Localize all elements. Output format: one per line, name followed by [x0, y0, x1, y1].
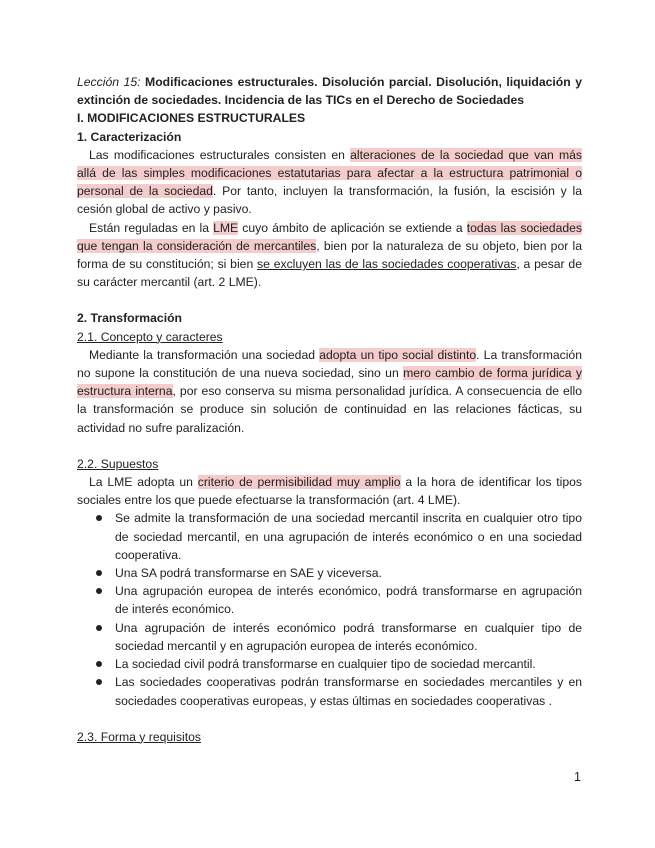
list-item: [77, 509, 582, 564]
lesson-title-text: Modificaciones estructurales. Disolución parcial. Disolución, liquidación y extinción de sociedades. Incidencia de las TICs en el Derecho de Sociedades: [77, 75, 583, 108]
text-run: , por eso conserva su misma personalidad jurídica. A consecuencia de ello la transformación se produce sin solución de continuidad en las relaciones fácticas, su actividad no sufre paralización.: [77, 384, 583, 435]
list-item: [77, 673, 582, 709]
text-run: . Por tanto, incluyen la transformación, la fusión, la escisión y la cesión global de activo y pasivo.: [77, 184, 582, 217]
section-heading-modificaciones: I. MODIFICACIONES ESTRUCTURALES: [77, 111, 306, 126]
supuestos-list: [77, 509, 582, 709]
highlight: criterio de permisibilidad muy amplio: [197, 475, 401, 490]
text-run: a la hora de identificar los tipos sociales entre los que puede efectuarse la transformación (art. 4 LME).: [77, 475, 583, 508]
list-item-text: Una agrupación de interés económico podrá transformarse en cualquier tipo de sociedad mercantil y en agrupación europea de interés económico.: [115, 620, 582, 653]
subheading-concepto: 2.1. Concepto y caracteres: [77, 329, 223, 344]
highlight: alteraciones de la sociedad que van más allá de las simples modificaciones estatutarias para afectar a la estructura patrimonial o personal de la sociedad: [77, 147, 582, 199]
highlight: todas las sociedades que tengan la consideración de mercantiles: [77, 220, 583, 253]
text-run: Están reguladas en la: [89, 220, 214, 235]
page-number: 1: [574, 770, 581, 784]
lesson-title: [77, 73, 582, 109]
highlight: LME: [213, 220, 239, 235]
underlined-text: se excluyen las de las sociedades cooperativas: [257, 257, 517, 272]
text-run: Las modificaciones estructurales consisten en: [89, 147, 351, 162]
subheading-supuestos: 2.2. Supuestos: [77, 456, 159, 471]
paragraph-caracterizacion-1: [77, 146, 582, 219]
text-run: Mediante la transformación una sociedad: [89, 347, 320, 362]
list-item-text: La sociedad civil podrá transformarse en cualquier tipo de sociedad mercantil.: [115, 657, 536, 672]
highlight: mero cambio de forma jurídica y estructura interna: [77, 366, 582, 399]
subheading-caracterizacion: 1. Caracterización: [77, 129, 182, 144]
bullet-icon: [96, 570, 102, 576]
text-run: cuyo ámbito de aplicación se extiende a: [238, 220, 467, 235]
text-run: , a pesar de su carácter mercantil (art. 2 LME).: [77, 257, 582, 290]
document-body: [77, 73, 582, 746]
lesson-number: Lección 15:: [77, 75, 141, 89]
paragraph-supuestos: [77, 473, 582, 509]
list-item-text: Las sociedades cooperativas podrán transformarse en sociedades mercantiles y en sociedades cooperativas europeas, y estas últimas en sociedades cooperativas .: [115, 675, 582, 708]
highlight: adopta un tipo social distinto: [319, 347, 477, 362]
bullet-icon: [96, 588, 102, 594]
list-item: [77, 582, 582, 618]
section-heading-transformacion: 2. Transformación: [77, 311, 182, 326]
spacer: [77, 437, 582, 455]
text-run: . La transformación no supone la constitución de una nueva sociedad, sino un: [77, 347, 582, 381]
list-item-text: Se admite la transformación de una sociedad mercantil inscrita en cualquier otro tipo de sociedad mercantil, en una agrupación de interés económico o en una sociedad cooperativa.: [115, 511, 582, 562]
list-item: [77, 564, 582, 582]
subheading-forma-requisitos: 2.3. Forma y requisitos: [77, 729, 201, 744]
bullet-icon: [96, 625, 102, 631]
list-item: [77, 655, 582, 673]
bullet-icon: [96, 515, 102, 521]
list-item: [77, 619, 582, 655]
list-item-text: Una SA podrá transformarse en SAE y viceversa.: [115, 566, 382, 581]
text-run: La LME adopta un: [89, 475, 198, 490]
spacer: [77, 291, 582, 309]
bullet-icon: [96, 679, 102, 685]
list-item-text: Una agrupación europea de interés económico, podrá transformarse en agrupación de interés económico.: [115, 584, 582, 617]
bullet-icon: [96, 661, 102, 667]
paragraph-concepto: [77, 346, 582, 437]
spacer: [77, 710, 582, 728]
text-run: , bien por la naturaleza de su objeto, bien por la forma de su constitución; si bien: [77, 238, 582, 272]
paragraph-caracterizacion-2: [77, 219, 582, 292]
